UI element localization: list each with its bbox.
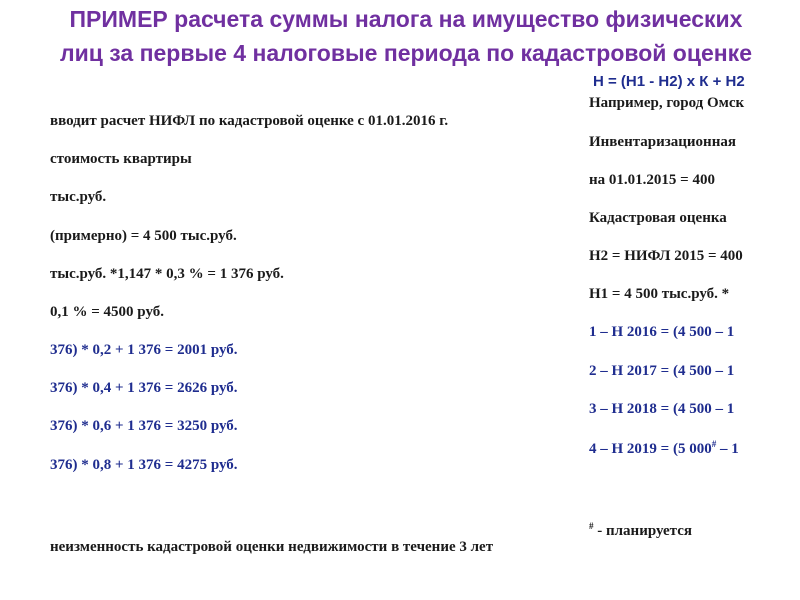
left-line-2019: 376) * 0,8 + 1 376 = 4275 руб. [50, 457, 238, 473]
title-line-2: лиц за первые 4 налоговые периода по кадастровой оценке [60, 40, 752, 66]
tax-formula: Н = (Н1 - Н2) х К + Н2 [593, 73, 745, 90]
right-line-date: на 01.01.2015 = 400 [589, 172, 715, 188]
right-line-2019-start: 4 – Н 2019 = (5 000 [589, 441, 712, 457]
right-line-cadastral: Кадастровая оценка [589, 210, 727, 226]
left-line-calc: тыс.руб. *1,147 * 0,3 % = 1 376 руб. [50, 266, 284, 282]
right-line-2017: 2 – Н 2017 = (4 500 – 1 [589, 363, 735, 379]
left-line-apartment-value: стоимость квартиры [50, 151, 192, 167]
right-line-2019-end: – 1 [716, 441, 739, 457]
page-title [36, 2, 776, 70]
right-line-2018: 3 – Н 2018 = (4 500 – 1 [589, 401, 735, 417]
right-line-h1: Н1 = 4 500 тыс.руб. * [589, 286, 730, 302]
title-line-1: ПРИМЕР расчета суммы налога на имущество физических [69, 6, 743, 32]
right-line-2019 [589, 439, 739, 458]
right-line-inventory: Инвентаризационная [589, 134, 736, 150]
left-line-2017: 376) * 0,4 + 1 376 = 2626 руб. [50, 380, 238, 396]
left-line-2018: 376) * 0,6 + 1 376 = 3250 руб. [50, 418, 238, 434]
left-line-note: неизменность кадастровой оценки недвижимости в течение 3 лет [50, 539, 494, 555]
right-line-example-city: Например, город Омск [589, 95, 745, 111]
left-line-intro: вводит расчет НИФЛ по кадастровой оценке с 01.01.2016 г. [50, 113, 449, 129]
left-line-approx: (примерно) = 4 500 тыс.руб. [50, 228, 237, 244]
left-line-unit: тыс.руб. [50, 189, 107, 205]
footnote [589, 521, 692, 540]
footnote-mark: # [589, 521, 594, 531]
right-line-2016: 1 – Н 2016 = (4 500 – 1 [589, 324, 735, 340]
left-line-rate: 0,1 % = 4500 руб. [50, 304, 164, 320]
footnote-text: - планируется [593, 523, 693, 539]
planned-mark: # [711, 439, 717, 449]
left-line-2016: 376) * 0,2 + 1 376 = 2001 руб. [50, 342, 238, 358]
right-line-h2: Н2 = НИФЛ 2015 = 400 [589, 248, 743, 264]
